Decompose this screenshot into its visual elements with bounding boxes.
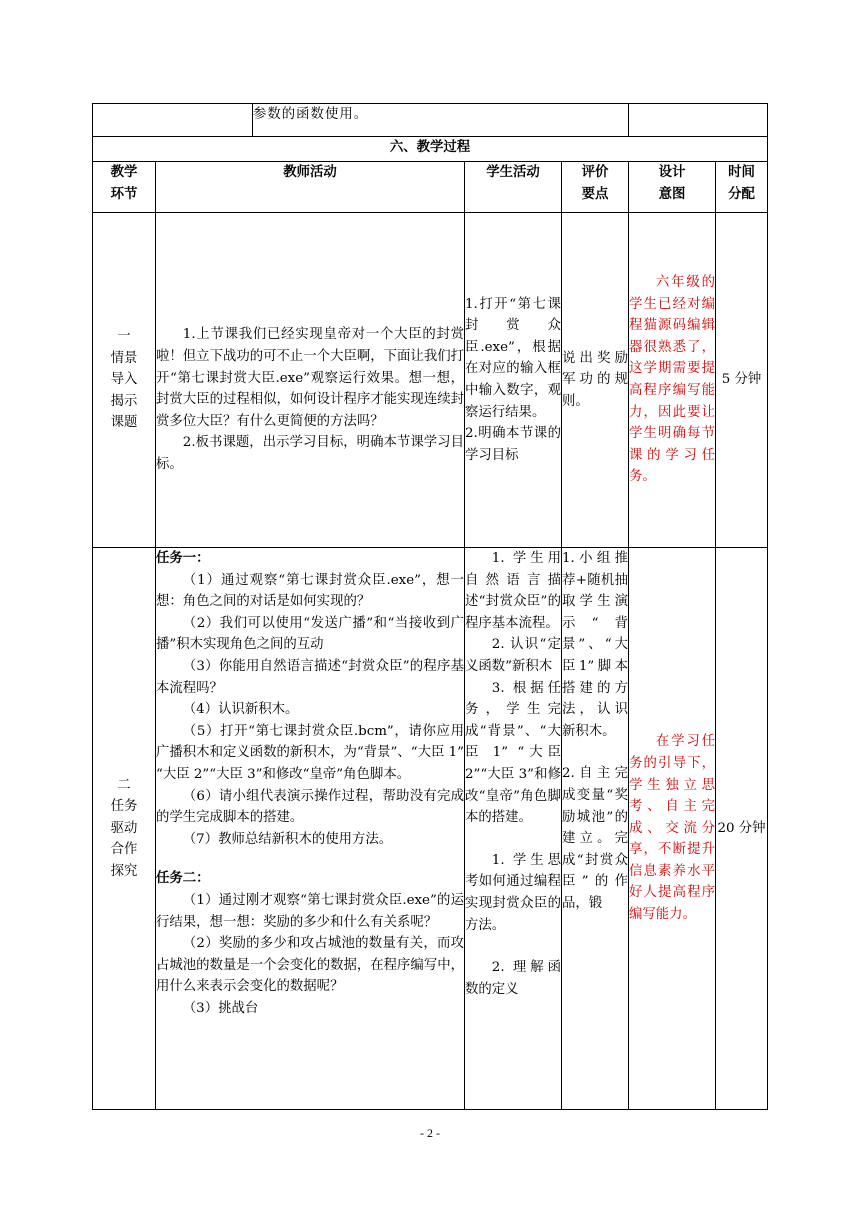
params-text: 参数的函数使用。	[253, 104, 629, 137]
stage-1-line: 一	[117, 329, 131, 345]
stage-row-1	[93, 213, 768, 548]
teacher-paragraph: 1.上节课我们已经实现皇帝对一个大臣的封赏啦！但立下战功的可不止一个大臣啊，下面让我们打开“第七课封赏大臣.exe”观察运行效果。想一想，封赏大臣的过程相似，如何设计程序才能实现连续封赏多位大臣？有什么更简便的方法吗？	[156, 327, 464, 429]
student-paragraph: 2. 认识“定义函数”新积木	[465, 637, 561, 674]
student-activity-1	[465, 213, 562, 548]
task1-item: （2）我们可以使用“发送广播”和“当接收到广播”积木实现角色之间的互动	[156, 615, 464, 653]
header-row	[93, 162, 768, 213]
stage-2-line: 探究	[110, 863, 138, 879]
design-2	[629, 548, 716, 1110]
header-student: 学生活动	[465, 162, 562, 213]
params-row-blank-right	[629, 104, 768, 137]
page-number: - 2 -	[420, 1126, 440, 1140]
task1-item: （6）请小组代表演示操作过程，帮助没有完成的学生完成脚本的搭建。	[156, 788, 464, 826]
task1-item: （5）打开“第七课封赏众臣.bcm”，请你应用广播积木和定义函数的新积木，为“背景”、“大臣 1” “大臣 2”“大臣 3”和修改“皇帝”角色脚本。	[156, 723, 464, 782]
header-teacher: 教师活动	[156, 162, 465, 213]
lesson-plan-table	[92, 103, 768, 1110]
student-paragraph: 3. 根据任务，学生完成“背景”、“大臣 1” “大臣 2”“大臣 3”和修改“皇帝”角色脚本的搭建。	[465, 680, 561, 826]
header-stage	[93, 162, 156, 213]
design-1	[629, 213, 716, 548]
stage-2-line: 合作	[110, 842, 138, 858]
header-eval	[562, 162, 629, 213]
header-eval-line1: 评价	[581, 164, 609, 180]
header-stage-line2: 环节	[110, 185, 138, 202]
stage-1-line: 揭示	[110, 393, 138, 409]
task2-item: （3）挑战台	[182, 1000, 259, 1016]
header-design	[629, 162, 716, 213]
teacher-paragraph: 2.板书课题，出示学习目标，明确本节课学习目标。	[156, 435, 464, 472]
student-paragraph: 2.明确本节课的学习目标	[465, 426, 561, 463]
stage-2-line: 二	[117, 777, 131, 793]
teacher-activity-1	[156, 213, 465, 548]
section-title-row	[93, 137, 768, 162]
header-design-line1: 设计	[658, 164, 686, 180]
task2-title: 任务二：	[156, 870, 210, 887]
task1-item: （4）认识新积木。	[182, 702, 299, 718]
params-row-blank	[93, 104, 253, 137]
header-eval-line2: 要点	[581, 185, 609, 202]
stage-1-label	[93, 213, 156, 548]
stage-1-line: 导入	[110, 372, 138, 388]
time-2: 20 分钟	[716, 548, 768, 1110]
stage-1-line: 课题	[110, 415, 138, 431]
stage-row-2	[93, 548, 768, 1110]
eval-text: 1.小组推荐+随机抽取学生演示“背景”、“大臣1”脚本搭建的方法，认识新积木。	[562, 551, 629, 739]
teacher-activity-2	[156, 548, 465, 1110]
header-time-line2: 分配	[728, 185, 755, 202]
task1-item: （3）你能用自然语言描述“封赏众臣”的程序基本流程吗？	[156, 658, 464, 696]
header-time	[716, 162, 768, 213]
stage-2-line: 任务	[110, 799, 138, 815]
student-paragraph: 1. 学生思考如何通过编程实现封赏众臣的方法。	[465, 852, 561, 933]
eval-text: 2.自主完成变量“奖励城池”的建立。完成“封赏众臣”的作品，锻	[562, 766, 629, 911]
student-paragraph: 1. 学生用自然语言描述“封赏众臣”的程序基本流程。	[465, 551, 561, 631]
task1-item: （1）通过观察“第七课封赏众臣.exe”，想一想：角色之间的对话是如何实现的？	[156, 572, 464, 610]
eval-1	[562, 213, 629, 548]
task1-title: 任务一：	[156, 550, 210, 566]
task2-item: （2）奖励的多少和攻占城池的数量有关，而攻占城池的数量是一个会变化的数据，在程序编写中，用什么来表示会变化的数据呢？	[156, 936, 464, 995]
stage-2-line: 驱动	[110, 820, 138, 836]
header-time-line1: 时间	[728, 164, 755, 180]
eval-text: 说出奖励军功的规则。	[562, 350, 629, 409]
student-paragraph: 2. 理解函数的定义	[465, 960, 561, 997]
header-design-line2: 意图	[658, 185, 686, 202]
params-row	[93, 104, 768, 137]
header-stage-line1: 教学	[110, 164, 138, 180]
eval-2	[562, 548, 629, 1110]
design-text: 在学习任务的引导下，学生独立思考、自主完成、交流分享，不断提升信息素养水平好人提高程序编写能力。	[629, 734, 716, 923]
design-text: 六年级的学生已经对编程猫源码编辑器很熟悉了，这学期需要提高程序编写能力，因此要让学生明确每节课的学习任务。	[629, 275, 716, 485]
section-title: 六、教学过程	[93, 137, 768, 162]
student-paragraph: 1.打开“第七课封赏众臣.exe”，根据在对应的输入框中输入数字，观察运行结果。	[465, 296, 561, 420]
stage-1-line: 情景	[110, 350, 138, 366]
task2-item: （1）通过刚才观察“第七课封赏众臣.exe”的运行结果，想一想：奖励的多少和什么有关系呢？	[156, 892, 464, 930]
stage-2-label	[93, 548, 156, 1110]
student-activity-2	[465, 548, 562, 1110]
time-1: 5 分钟	[716, 213, 768, 548]
task1-item: （7）教师总结新积木的使用方法。	[182, 831, 393, 847]
